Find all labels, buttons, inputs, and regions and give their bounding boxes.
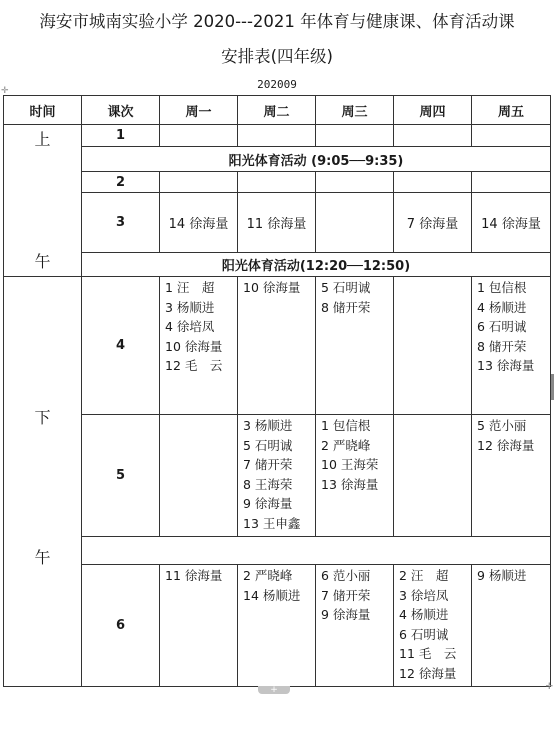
teacher-entry: 9 徐海量	[321, 607, 371, 622]
p5-wednesday	[316, 415, 394, 537]
header-row	[4, 96, 551, 125]
crosshair-icon: ✛	[545, 682, 553, 692]
period-6: 6	[82, 565, 160, 687]
row-noon-activity	[4, 253, 551, 277]
cell	[316, 172, 394, 193]
teacher-entry: 10 徐海量	[165, 338, 223, 354]
add-row-handle-icon[interactable]: +	[258, 686, 290, 694]
header-friday: 周五	[472, 96, 551, 125]
teacher-entry: 5 石明诚	[243, 437, 293, 453]
cell	[472, 125, 551, 147]
teacher-entry: 10 王海荣	[321, 457, 379, 472]
teacher-entry: 1 包信根	[321, 418, 371, 433]
p6-wednesday	[316, 565, 394, 687]
noon-activity: 阳光体育活动(12:20──12:50)	[82, 253, 551, 277]
teacher-entry: 14 杨顺进	[243, 587, 301, 603]
teacher-entry: 2 汪 超	[399, 568, 449, 583]
p6-tuesday	[238, 565, 316, 687]
teacher-entry: 2 严晓峰	[243, 568, 293, 583]
teacher-entry: 3 杨顺进	[243, 418, 293, 433]
row-period-6	[4, 565, 551, 687]
p3-wednesday	[316, 193, 394, 253]
teacher-entry: 9 杨顺进	[477, 568, 527, 583]
p4-friday	[472, 277, 551, 415]
cell	[394, 172, 472, 193]
schedule-table	[3, 95, 551, 687]
p4-monday	[160, 277, 238, 415]
teacher-entry: 3 徐培凤	[399, 587, 449, 603]
teacher-entry: 10 徐海量	[243, 280, 301, 295]
teacher-entry: 12 毛 云	[165, 358, 223, 373]
header-tuesday: 周二	[238, 96, 316, 125]
teacher-entry: 8 储开荣	[321, 299, 371, 315]
period-4: 4	[82, 277, 160, 415]
teacher-entry: 13 徐海量	[321, 476, 379, 492]
morning-label-bottom: 午	[34, 252, 51, 271]
cell	[238, 125, 316, 147]
teacher-entry: 12 徐海量	[399, 665, 457, 681]
p5-thursday	[394, 415, 472, 537]
row-period-3	[4, 193, 551, 253]
row-period-1	[4, 125, 551, 147]
document-title-line-1: 海安市城南实验小学 2020---2021 年体育与健康课、体育活动课	[39, 12, 515, 31]
teacher-entry: 8 储开荣	[477, 338, 527, 354]
teacher-entry: 8 王海荣	[243, 476, 293, 492]
row-period-2	[4, 172, 551, 193]
teacher-entry: 6 石明诚	[399, 626, 449, 642]
teacher-entry: 12 徐海量	[477, 437, 535, 453]
period-3: 3	[82, 193, 160, 253]
p4-wednesday	[316, 277, 394, 415]
p5-friday	[472, 415, 551, 537]
row-period-5	[4, 415, 551, 537]
p4-thursday	[394, 277, 472, 415]
cell	[160, 172, 238, 193]
cell	[394, 125, 472, 147]
date-code: 202009	[257, 78, 297, 91]
header-wednesday: 周三	[316, 96, 394, 125]
header-period: 课次	[82, 96, 160, 125]
teacher-entry: 6 石明诚	[477, 319, 527, 334]
p3-friday: 14 徐海量	[472, 193, 551, 253]
row-period-4	[4, 277, 551, 415]
teacher-entry: 4 徐培凤	[165, 319, 215, 334]
teacher-entry: 5 范小丽	[477, 418, 527, 433]
row-blank	[4, 537, 551, 565]
p3-thursday: 7 徐海量	[394, 193, 472, 253]
header-thursday: 周四	[394, 96, 472, 125]
period-2: 2	[82, 172, 160, 193]
morning-label-cell	[4, 125, 82, 277]
document-title-line-2: 安排表(四年级)	[221, 47, 333, 66]
morning-activity: 阳光体育活动 (9:05──9:35)	[82, 147, 551, 172]
p6-thursday	[394, 565, 472, 687]
afternoon-label-cell	[4, 277, 82, 687]
teacher-entry: 4 杨顺进	[477, 299, 527, 315]
cell	[316, 125, 394, 147]
cell	[472, 172, 551, 193]
teacher-entry: 4 杨顺进	[399, 607, 449, 622]
teacher-entry: 11 徐海量	[165, 568, 223, 583]
p5-tuesday	[238, 415, 316, 537]
p4-tuesday	[238, 277, 316, 415]
p6-monday	[160, 565, 238, 687]
teacher-entry: 7 储开荣	[243, 457, 293, 472]
teacher-entry: 1 包信根	[477, 280, 527, 295]
cell	[160, 125, 238, 147]
teacher-entry: 11 毛 云	[399, 646, 457, 661]
p3-tuesday: 11 徐海量	[238, 193, 316, 253]
teacher-entry: 1 汪 超	[165, 280, 215, 295]
teacher-entry: 6 范小丽	[321, 568, 371, 583]
cell	[238, 172, 316, 193]
teacher-entry: 9 徐海量	[243, 496, 293, 511]
period-5: 5	[82, 415, 160, 537]
p3-monday: 14 徐海量	[160, 193, 238, 253]
p6-friday	[472, 565, 551, 687]
p5-monday	[160, 415, 238, 537]
crosshair-icon: ✛	[1, 86, 9, 96]
afternoon-label-bottom: 午	[34, 548, 51, 567]
teacher-entry: 3 杨顺进	[165, 299, 215, 315]
teacher-entry: 5 石明诚	[321, 280, 371, 295]
header-monday: 周一	[160, 96, 238, 125]
header-time: 时间	[4, 96, 82, 125]
period-1: 1	[82, 125, 160, 147]
morning-label-top: 上	[34, 130, 51, 149]
blank-band	[82, 537, 551, 565]
teacher-entry: 13 王申鑫	[243, 515, 301, 531]
teacher-entry: 2 严晓峰	[321, 437, 371, 453]
teacher-entry: 13 徐海量	[477, 358, 535, 373]
teacher-entry: 7 储开荣	[321, 587, 371, 603]
row-morning-activity	[4, 147, 551, 172]
afternoon-label-top: 下	[34, 408, 51, 427]
